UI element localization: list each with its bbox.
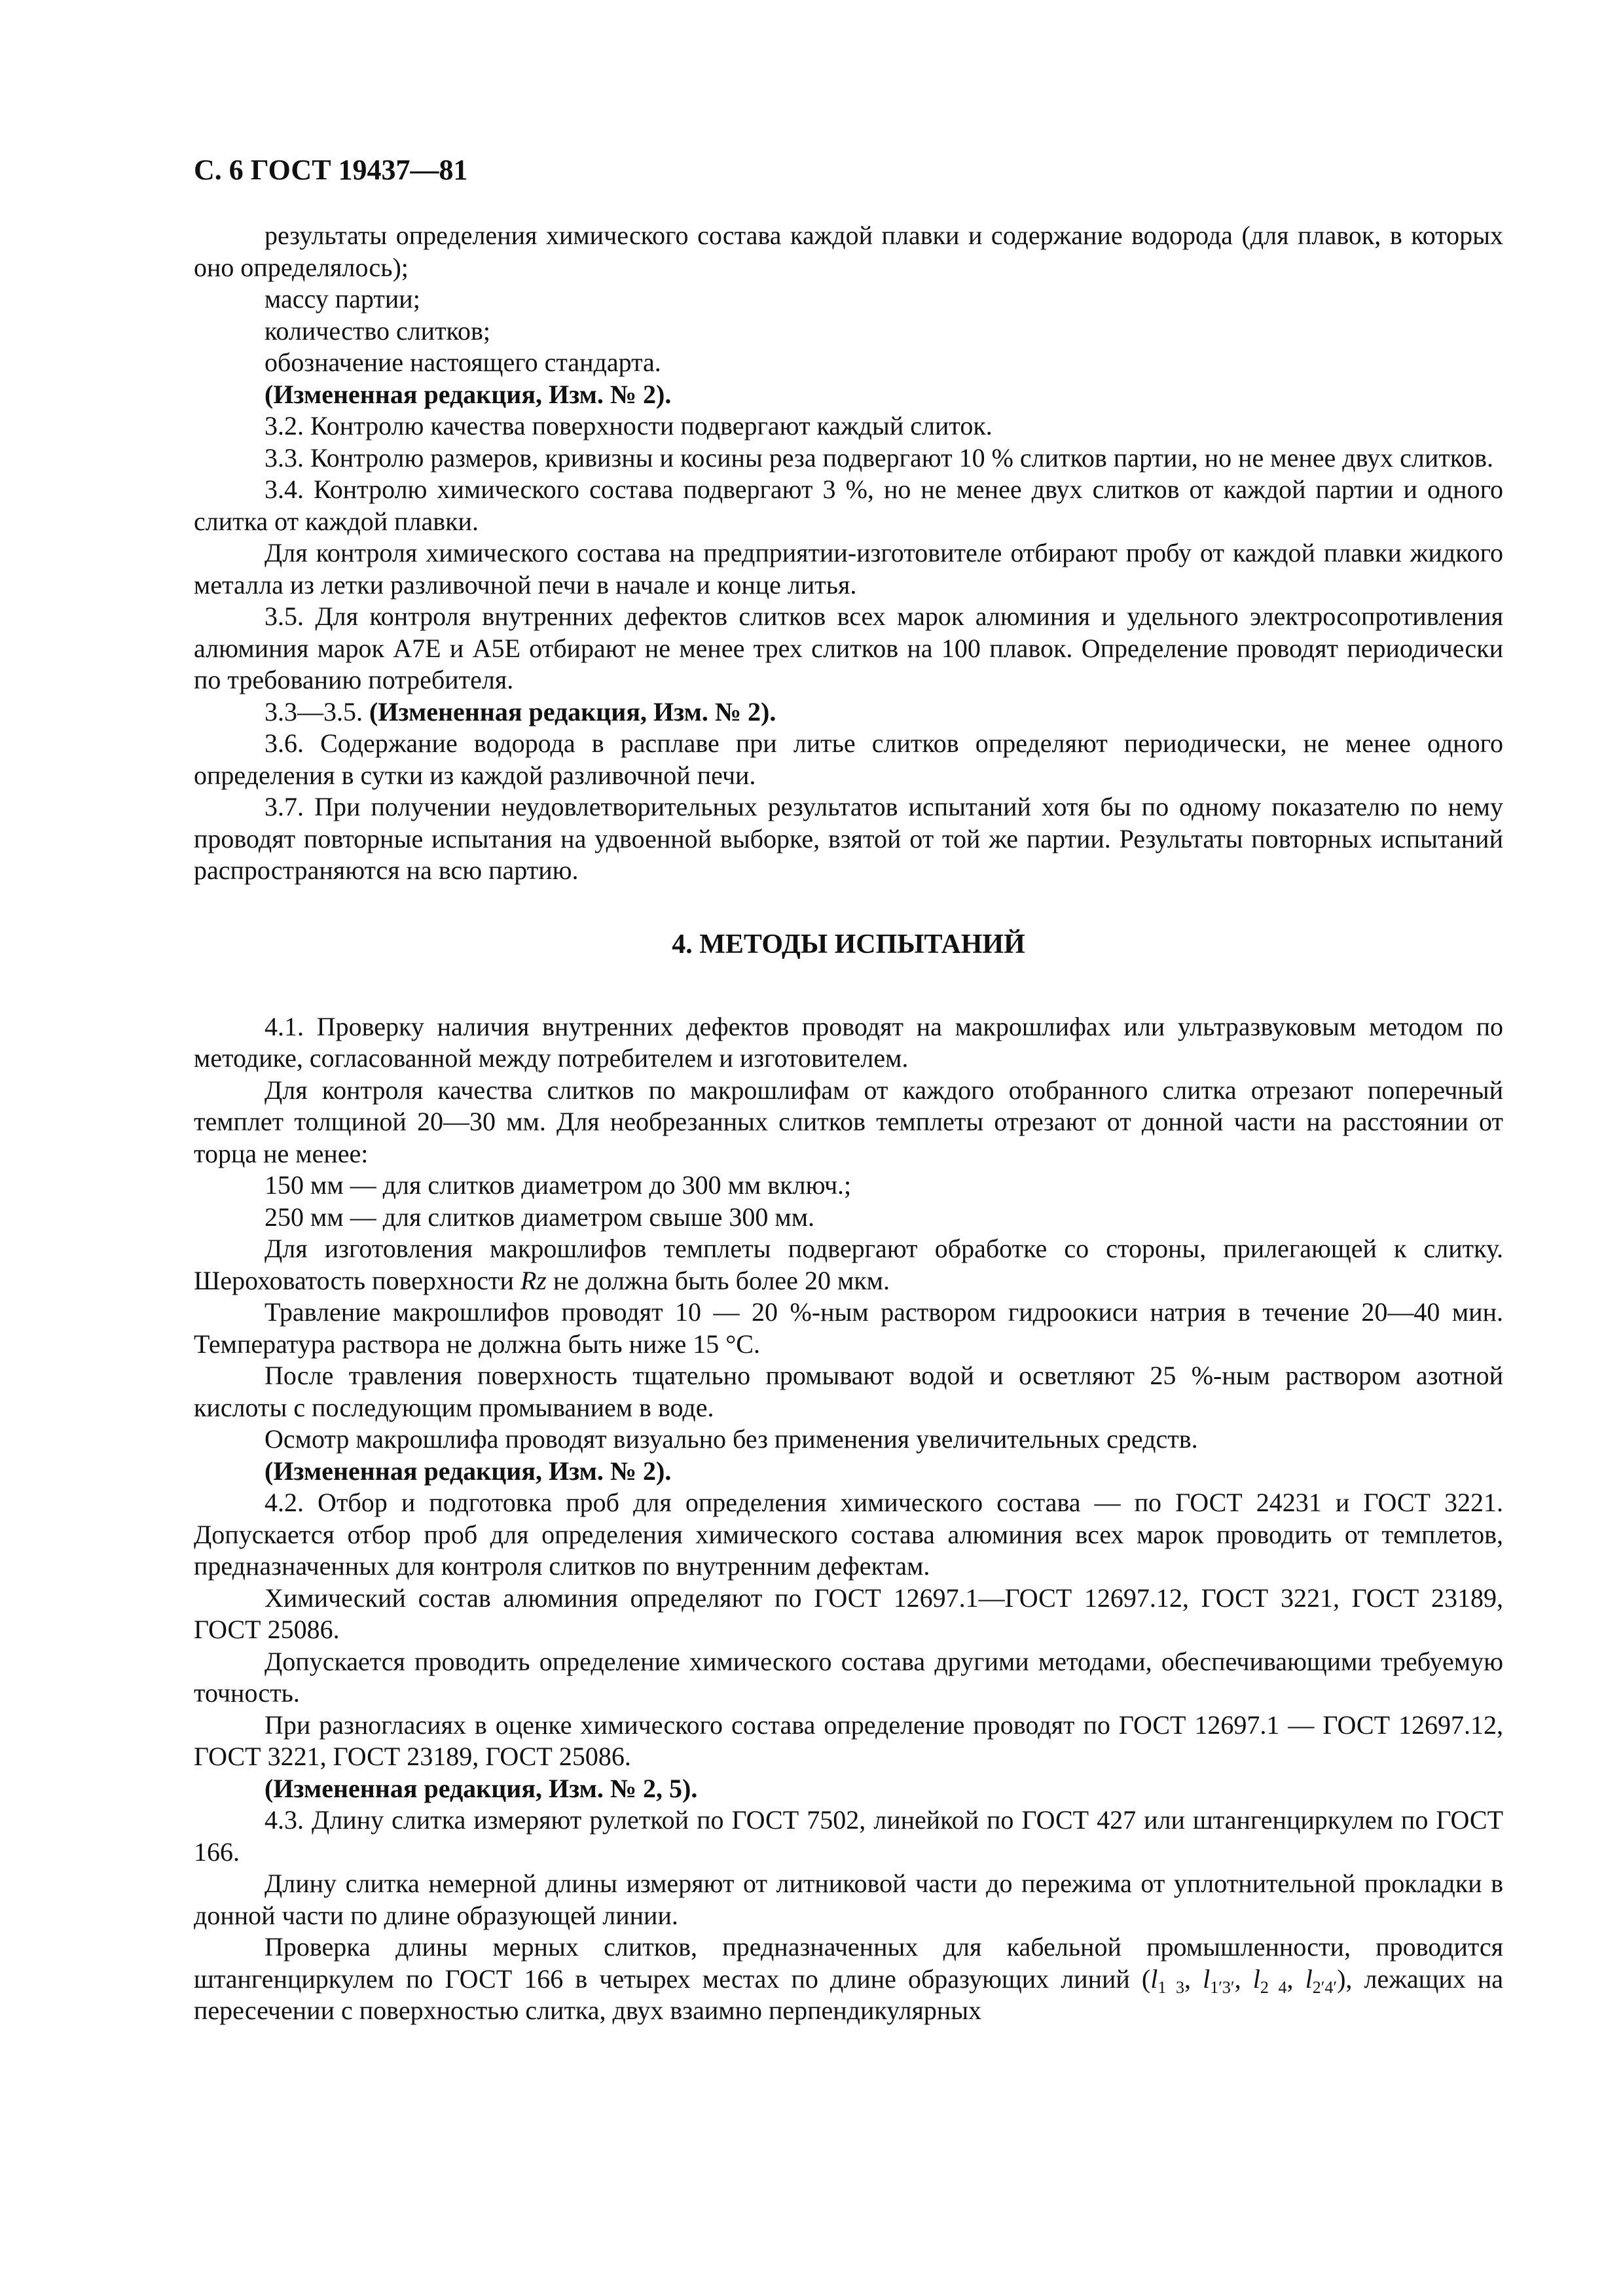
- paragraph: Химический состав алюминия определяют по ГОСТ 12697.1—ГОСТ 12697.12, ГОСТ 3221, ГОСТ 23189, ГОСТ 25086.: [194, 1583, 1503, 1644]
- subscript: 2 4: [1260, 1977, 1287, 1997]
- paragraph: [194, 1931, 1503, 2027]
- paragraph: Длину слитка немерной длины измеряют от литниковой части до пережима от уплотнительной прокладки в донной части по длине образующей линии.: [194, 1869, 1503, 1930]
- roughness-symbol: Rz: [520, 1265, 547, 1295]
- length-symbol: l: [1252, 1964, 1260, 1994]
- paragraph: Осмотр макрошлифа проводят визуально без применения увеличительных средств.: [264, 1424, 1198, 1454]
- clause-3-6: 3.6. Содержание водорода в расплаве при литье слитков определяют периодически, не менее одного определения в сутки из каждой разливочной печи.: [194, 728, 1503, 790]
- section-title: 4. МЕТОДЫ ИСПЫТАНИЙ: [672, 929, 1025, 960]
- list-item: массу партии;: [264, 284, 420, 314]
- list-item: обозначение настоящего стандарта.: [264, 348, 661, 377]
- list-item: 150 мм — для слитков диаметром до 300 мм включ.;: [264, 1170, 852, 1200]
- length-symbol: l: [1305, 1964, 1313, 1994]
- clause-3-5: 3.5. Для контроля внутренних дефектов слитков всех марок алюминия и удельного электросопротивления алюминия марок А7Е и А5Е отбирают не менее трех слитков на 100 плавок. Определение проводят периодически по требованию потребителя.: [194, 601, 1503, 694]
- amendment-note: (Измененная редакция, Изм. № 2).: [264, 1456, 672, 1486]
- amendment-note: (Измененная редакция, Изм. № 2).: [369, 696, 776, 726]
- subscript: 1 3: [1158, 1977, 1184, 1997]
- paragraph: Для контроля химического состава на предприятии-изготовителе отбирают пробу от каждой плавки жидкого металла из летки разливочной печи в начале и конце литья.: [194, 538, 1503, 600]
- subscript: 2′4′: [1312, 1977, 1338, 1997]
- clause-3-2: 3.2. Контролю качества поверхности подвергают каждый слиток.: [264, 411, 993, 440]
- page-header: С. 6 ГОСТ 19437—81: [194, 154, 468, 186]
- paragraph: Травление макрошлифов проводят 10 — 20 %-ным раствором гидроокиси натрия в течение 20—40 мин. Температура раствора не должна быть ниже 15 °С.: [194, 1297, 1503, 1359]
- paragraph: При разногласиях в оценке химического состава определение проводят по ГОСТ 12697.1 — ГОСТ 12697.12, ГОСТ 3221, ГОСТ 23189, ГОСТ 25086.: [194, 1710, 1503, 1771]
- clause-3-3: 3.3. Контролю размеров, кривизны и косины реза подвергают 10 % слитков партии, но не менее двух слитков.: [264, 442, 1494, 473]
- clause-range: 3.3—3.5.: [264, 696, 363, 726]
- text-run: ), лежащих на пересечении с поверхностью слитка, двух взаимно перпендикулярных: [194, 1964, 1504, 2025]
- text-run: Для изготовления макрошлифов темплеты подвергают обработке со стороны, прилегающей к слитку. Шероховатость поверхности: [194, 1234, 1503, 1295]
- amendment-note: (Измененная редакция, Изм. № 2, 5).: [264, 1773, 698, 1803]
- paragraph: результаты определения химического состава каждой плавки и содержание водорода (для плавок, в которых оно определялось);: [194, 221, 1503, 282]
- separator: ,: [1286, 1964, 1305, 1994]
- paragraph: После травления поверхность тщательно промывают водой и осветляют 25 %-ным раствором азотной кислоты с последующим промыванием в воде.: [194, 1361, 1503, 1422]
- text-run: Проверка длины мерных слитков, предназначенных для кабельной промышленности, проводится штангенциркулем по ГОСТ 166 в четырех местах по длине образующих линий (: [194, 1932, 1503, 1994]
- amendment-note-3-3-3-5: [194, 696, 1503, 728]
- clause-4-3: 4.3. Длину слитка измеряют рулеткой по ГОСТ 7502, линейкой по ГОСТ 427 или штангенциркулем по ГОСТ 166.: [194, 1805, 1503, 1867]
- text-run: не должна быть более 20 мкм.: [553, 1265, 890, 1295]
- length-symbol: l: [1203, 1964, 1211, 1994]
- length-symbol: l: [1150, 1964, 1158, 1994]
- clause-4-1: 4.1. Проверку наличия внутренних дефектов проводят на макрошлифах или ультразвуковым методом по методике, согласованной между потребителем и изготовителем.: [194, 1011, 1503, 1073]
- document-page: [194, 151, 1503, 2027]
- separator: ,: [1234, 1964, 1253, 1994]
- separator: ,: [1184, 1964, 1203, 1994]
- amendment-note: (Измененная редакция, Изм. № 2).: [264, 379, 672, 409]
- clause-3-7: 3.7. При получении неудовлетворительных результатов испытаний хотя бы по одному показателю по нему проводят повторные испытания на удвоенной выборке, взятой от той же партии. Результаты повторных испытаний распространяются на всю партию.: [194, 792, 1503, 885]
- paragraph: Допускается проводить определение химического состава другими методами, обеспечивающими требуемую точность.: [194, 1646, 1503, 1708]
- paragraph: Для контроля качества слитков по макрошлифам от каждого отобранного слитка отрезают поперечный темплет толщиной 20—30 мм. Для необрезанных слитков темплеты отрезают от донной части на расстоянии от торца не менее:: [194, 1075, 1503, 1168]
- subscript: 1′3′: [1210, 1977, 1235, 1997]
- clause-3-4: 3.4. Контролю химического состава подвергают 3 %, но не менее двух слитков от каждой партии и одного слитка от каждой плавки.: [194, 475, 1503, 536]
- list-item: 250 мм — для слитков диаметром свыше 300 мм.: [264, 1202, 815, 1232]
- list-item: количество слитков;: [264, 315, 490, 346]
- paragraph: [194, 1233, 1503, 1297]
- clause-4-2: 4.2. Отбор и подготовка проб для определения химического состава — по ГОСТ 24231 и ГОСТ 3221. Допускается отбор проб для определения химического состава алюминия всех марок проводить от темплетов, предназначенных для контроля слитков по внутренним дефектам.: [194, 1488, 1503, 1581]
